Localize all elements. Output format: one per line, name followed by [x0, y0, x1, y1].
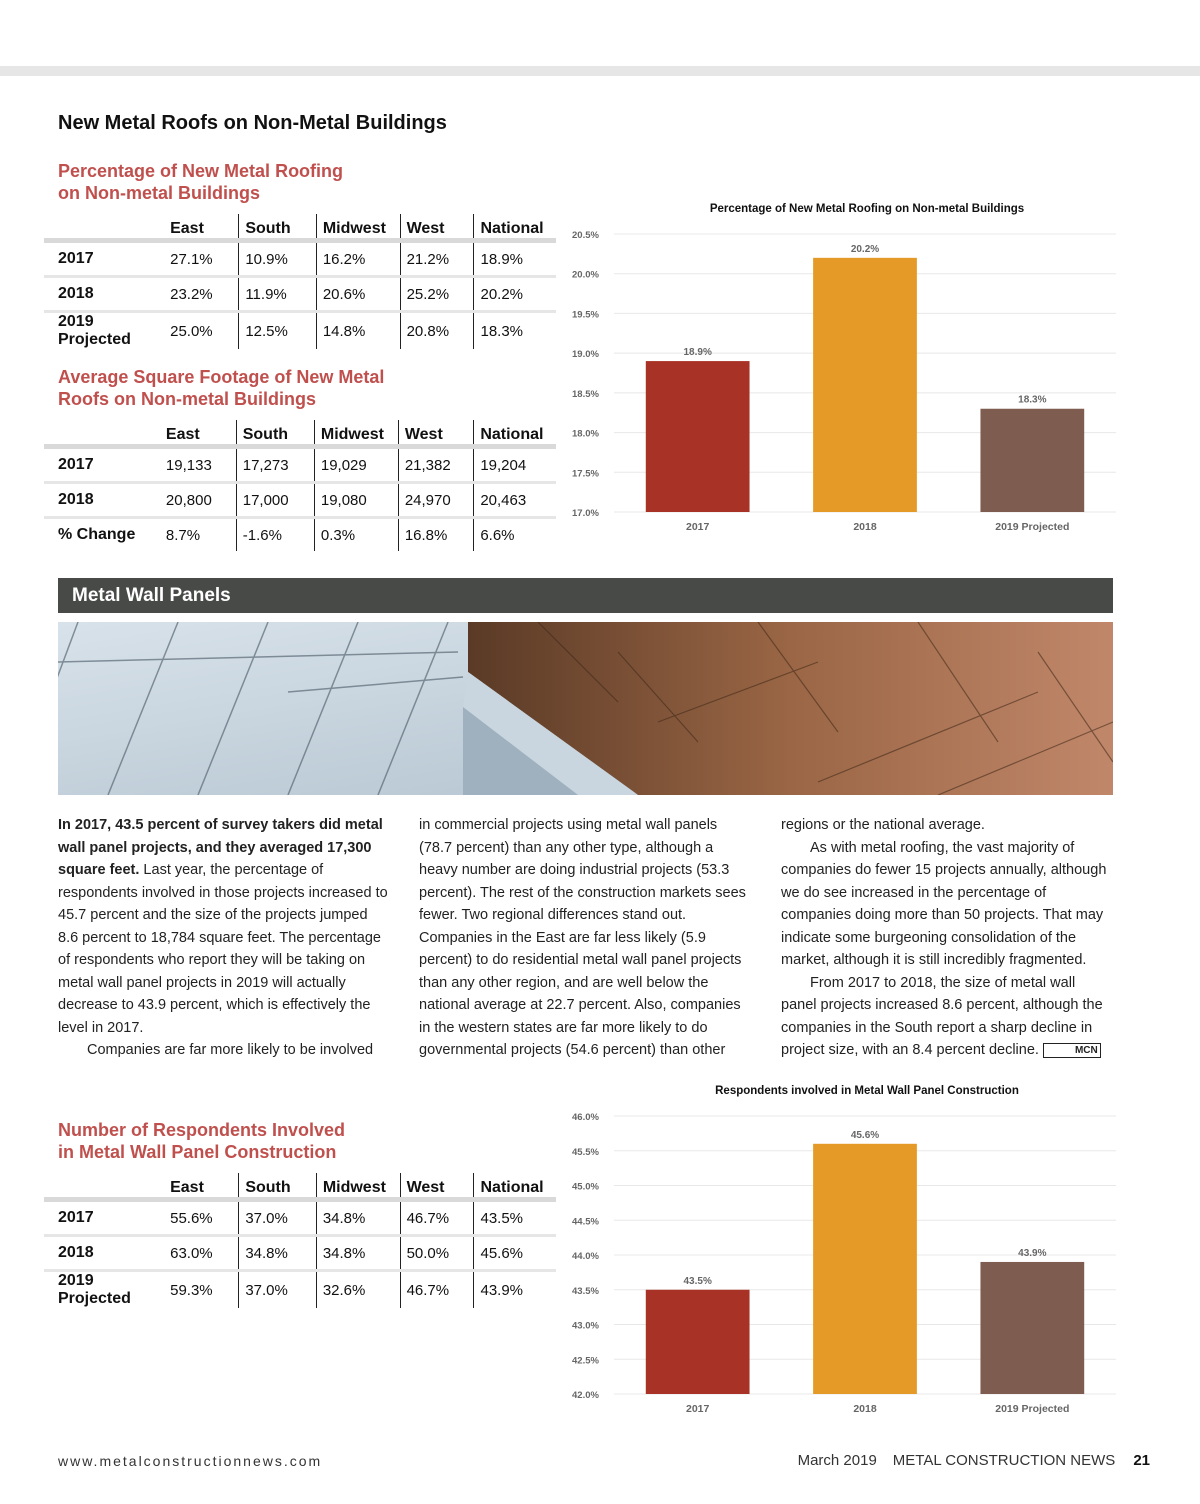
- table3-title: [58, 1119, 345, 1163]
- table-cell: 20.2%: [474, 277, 556, 312]
- row-label: 2019 Projected: [58, 313, 131, 348]
- y-tick-label: 46.0%: [572, 1112, 599, 1123]
- article-lead: In 2017, 43.5 percent of survey takers did metal wall panel projects, and they averaged 17,300 square feet.: [58, 817, 383, 878]
- table-cell: 20,463: [474, 483, 556, 518]
- column-header: Midwest: [316, 1173, 400, 1200]
- row-label: 2017: [44, 1200, 164, 1236]
- row-label: % Change: [58, 526, 136, 543]
- table-cell: 20.8%: [400, 312, 474, 350]
- table3-title-line1: Number of Respondents Involved: [58, 1120, 346, 1140]
- table-cell: 25.2%: [400, 277, 474, 312]
- table2-title: [58, 366, 384, 410]
- table-cell: 16.2%: [316, 241, 400, 277]
- table-cell: 20,800: [160, 483, 236, 518]
- article-col3-p3: From 2017 to 2018, the size of metal wall panel projects increased 8.6 percent, although the companies in the South report a sharp decline in project size, with an 8.4 percent decline.: [781, 974, 1103, 1058]
- bar: [980, 409, 1084, 512]
- y-tick-label: 44.5%: [572, 1216, 599, 1228]
- y-tick-label: 18.5%: [572, 388, 599, 400]
- table-cell: 18.9%: [474, 241, 556, 277]
- y-tick-label: 43.0%: [572, 1320, 599, 1332]
- table1-title-line2: on Non-metal Buildings: [58, 183, 260, 203]
- table1-title: [58, 160, 343, 204]
- table-cell: 34.8%: [316, 1200, 400, 1236]
- section-title: New Metal Roofs on Non-Metal Buildings: [58, 112, 447, 134]
- table-cell: 23.2%: [164, 277, 239, 312]
- table-cell: 32.6%: [316, 1271, 400, 1309]
- column-header: South: [239, 1173, 316, 1200]
- bar-value-label: 20.2%: [850, 243, 880, 255]
- table-cell: 19,080: [314, 483, 398, 518]
- bar-value-label: 18.3%: [1018, 394, 1047, 406]
- table-cell: 63.0%: [164, 1236, 239, 1271]
- article-col3-p2: As with metal roofing, the vast majority of companies do fewer 15 projects annually, although we do see increased in the percentage of companies doing more than 50 projects. That may indicate some burgeoning consolidation of the market, although it is still incredibly fragmented.: [781, 839, 1107, 968]
- table3: [44, 1173, 556, 1308]
- article-column-1: [58, 814, 390, 1062]
- footer-meta: [798, 1452, 1150, 1469]
- table-row: [44, 312, 556, 350]
- row-label: 2017: [44, 447, 160, 483]
- footer-website[interactable]: www.metalconstructionnews.com: [58, 1453, 323, 1469]
- table-cell: 20.6%: [316, 277, 400, 312]
- row-label: 2017: [44, 241, 164, 277]
- column-header: South: [236, 420, 314, 447]
- table-cell: 12.5%: [239, 312, 316, 350]
- row-label: 2018: [44, 1236, 164, 1271]
- table-cell: 19,133: [160, 447, 236, 483]
- table-cell: 21.2%: [400, 241, 474, 277]
- table-row: [44, 277, 556, 312]
- table-header-row: [44, 420, 556, 447]
- table-cell: 19,204: [474, 447, 556, 483]
- y-tick-label: 17.5%: [572, 468, 599, 480]
- x-category-label: 2017: [685, 521, 710, 533]
- table-row: [44, 1200, 556, 1236]
- column-header: West: [400, 1173, 474, 1200]
- column-header: East: [164, 1173, 239, 1200]
- table-row: [44, 518, 556, 552]
- bar-value-label: 45.6%: [850, 1129, 880, 1141]
- roofing-percentage-chart: [566, 196, 1126, 546]
- chart-svg: [566, 196, 1126, 546]
- table-cell: 37.0%: [239, 1200, 316, 1236]
- article-column-2: [419, 814, 751, 1062]
- y-tick-label: 42.5%: [572, 1355, 599, 1367]
- article-col2-p1: in commercial projects using metal wall panels (78.7 percent) than any other type, although a heavy number are doing industrial projects (53.3 percent). The rest of the construction markets sees fewer. Two regional differences stand out. Companies in the East are far less likely (5.9 percent) to do residential metal wall panel projects than any other region, and are well below the national average at 22.7 percent. Also, companies in the western states are far more likely to do governmental projects (54.6 percent) than other: [419, 817, 746, 1058]
- x-category-label: 2019 Projected: [995, 1403, 1070, 1415]
- table-cell: -1.6%: [236, 518, 314, 552]
- header-blank-cell: [44, 1173, 164, 1200]
- table-cell: 14.8%: [316, 312, 400, 350]
- table-cell: 19,029: [314, 447, 398, 483]
- table-cell: 46.7%: [400, 1200, 474, 1236]
- wall-panel-respondents-chart: [566, 1078, 1126, 1428]
- table-cell: 34.8%: [239, 1236, 316, 1271]
- table-row: [44, 483, 556, 518]
- x-category-label: 2019 Projected: [995, 521, 1070, 533]
- y-tick-label: 19.0%: [572, 349, 599, 361]
- x-category-label: 2018: [853, 1403, 877, 1415]
- y-tick-label: 44.0%: [572, 1251, 599, 1262]
- row-label: 2018: [44, 277, 164, 312]
- column-header: Midwest: [316, 214, 400, 241]
- footer-publication: METAL CONSTRUCTION NEWS: [892, 1452, 1116, 1469]
- y-tick-label: 20.0%: [572, 269, 599, 281]
- column-header: East: [164, 214, 239, 241]
- wall-panel-photo: [58, 622, 1113, 795]
- table-row: [44, 1271, 556, 1309]
- article-col1-p1: Last year, the percentage of respondents involved in those projects increased to 45.7 percent and the size of the projects jumped 8.6 percent to 18,784 square feet. The percentage of respondents who report they will be taking on metal wall panel projects in 2019 will actually decrease to 43.9 percent, which is effectively the level in 2017.: [58, 862, 388, 1036]
- table2-title-line2: Roofs on Non-metal Buildings: [58, 389, 316, 409]
- bar: [980, 1262, 1084, 1394]
- table1-title-line1: Percentage of New Metal Roofing: [58, 161, 344, 181]
- bar: [813, 258, 917, 512]
- table-cell: 17,273: [236, 447, 314, 483]
- table-cell: 24,970: [398, 483, 473, 518]
- table-cell: 50.0%: [400, 1236, 474, 1271]
- table-cell: 43.9%: [474, 1271, 556, 1309]
- column-header: National: [474, 420, 556, 447]
- table-cell: 37.0%: [239, 1271, 316, 1309]
- header-blank-cell: [44, 420, 160, 447]
- page-number: 21: [1133, 1452, 1150, 1469]
- y-tick-label: 42.0%: [572, 1390, 599, 1401]
- table-cell: 11.9%: [239, 277, 316, 312]
- table-cell: 0.3%: [314, 518, 398, 552]
- table-header-row: [44, 214, 556, 241]
- table-row: [44, 241, 556, 277]
- table-cell: 34.8%: [316, 1236, 400, 1271]
- table-header-row: [44, 1173, 556, 1200]
- x-category-label: 2017: [685, 1403, 710, 1415]
- footer-date: March 2019: [797, 1452, 877, 1469]
- column-header: West: [400, 214, 474, 241]
- table-cell: 46.7%: [400, 1271, 474, 1309]
- table-cell: 21,382: [398, 447, 473, 483]
- table2: [44, 420, 556, 551]
- y-tick-label: 18.0%: [572, 428, 599, 440]
- table3-title-line2: in Metal Wall Panel Construction: [58, 1142, 337, 1162]
- column-header: East: [160, 420, 236, 447]
- row-label: 2018: [44, 483, 160, 518]
- y-tick-label: 45.0%: [572, 1181, 599, 1193]
- table-cell: 55.6%: [164, 1200, 239, 1236]
- bar-value-label: 43.9%: [1018, 1247, 1047, 1259]
- chart-title: Percentage of New Metal Roofing on Non-metal Buildings: [709, 203, 1025, 215]
- table-cell: 17,000: [236, 483, 314, 518]
- table-cell: 27.1%: [164, 241, 239, 277]
- table-cell: 8.7%: [165, 526, 201, 544]
- y-tick-label: 45.5%: [572, 1146, 599, 1158]
- bar: [646, 361, 750, 512]
- bar-value-label: 18.9%: [683, 347, 712, 359]
- table-cell: 45.6%: [474, 1236, 556, 1271]
- column-header: South: [239, 214, 316, 241]
- mcn-end-mark: MCN: [1043, 1043, 1101, 1058]
- top-band: [0, 66, 1200, 76]
- column-header: National: [474, 1173, 556, 1200]
- table-cell: 43.5%: [474, 1200, 556, 1236]
- table-cell: 10.9%: [239, 241, 316, 277]
- bar-value-label: 43.5%: [683, 1275, 712, 1287]
- y-tick-label: 19.5%: [572, 309, 599, 321]
- column-header: West: [398, 420, 473, 447]
- table-cell: 16.8%: [398, 518, 473, 552]
- article-col1-p2: Companies are far more likely to be involved: [87, 1042, 374, 1058]
- table2-title-line1: Average Square Footage of New Metal: [58, 367, 385, 387]
- section-banner: Metal Wall Panels: [58, 578, 1113, 613]
- table-cell: 6.6%: [474, 518, 556, 552]
- chart-title: Respondents involved in Metal Wall Panel Construction: [715, 1085, 1019, 1097]
- column-header: National: [474, 214, 556, 241]
- table-cell: 18.3%: [474, 312, 556, 350]
- article-col3-p1: regions or the national average.: [781, 817, 985, 833]
- y-tick-label: 17.0%: [572, 508, 599, 519]
- table-row: [44, 1236, 556, 1271]
- row-label: 2019 Projected: [58, 1272, 131, 1307]
- y-tick-label: 20.5%: [572, 230, 599, 241]
- y-tick-label: 43.5%: [572, 1285, 599, 1297]
- header-blank-cell: [44, 214, 164, 241]
- bar: [646, 1290, 750, 1394]
- article-column-3: [781, 814, 1113, 1062]
- bar: [813, 1144, 917, 1394]
- chart-svg: [566, 1078, 1126, 1428]
- table-row: [44, 447, 556, 483]
- table1: [44, 214, 556, 349]
- table-cell: 59.3%: [170, 1281, 213, 1299]
- table-cell: 25.0%: [170, 322, 213, 340]
- column-header: Midwest: [314, 420, 398, 447]
- x-category-label: 2018: [853, 521, 877, 533]
